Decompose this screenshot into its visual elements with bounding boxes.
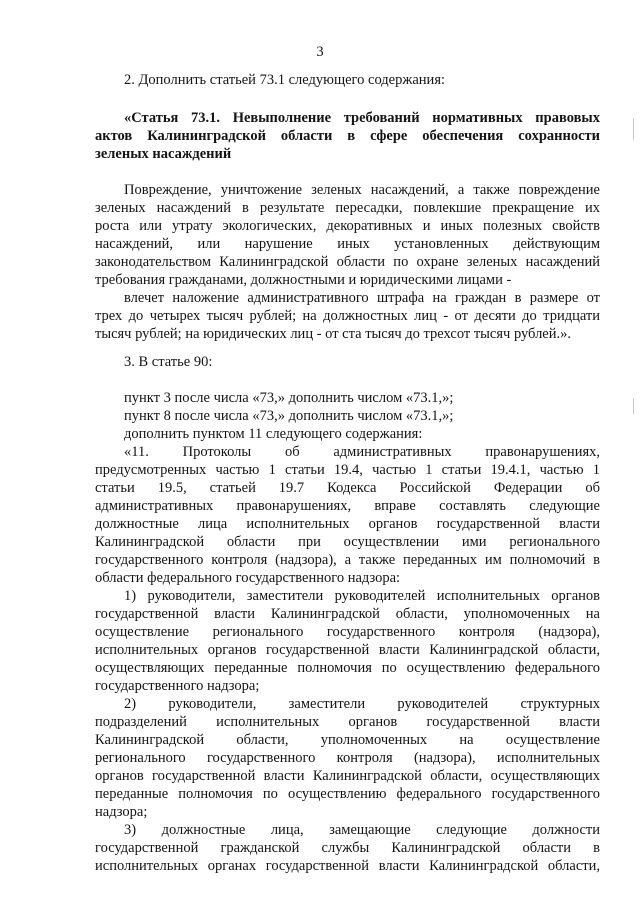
text-line: государственной гражданской службы Калининградской области в — [95, 840, 600, 856]
text-line: «11. Протоколы об административных правонарушениях, — [124, 444, 600, 460]
text-line: осуществление регионального государственного контроля (надзора), — [95, 624, 600, 640]
text-line: Повреждение, уничтожение зеленых насаждений, а также повреждение — [124, 182, 600, 198]
text-line: 3. В статье 90: — [124, 354, 213, 370]
text-line: 1) руководители, заместители руководителей исполнительных органов — [124, 588, 600, 604]
article-heading-line: зеленых насаждений — [95, 146, 232, 162]
text-line: подразделений исполнительных органов государственной власти — [95, 714, 600, 730]
text-line: роста или утрату экологических, декоративных и иных полезных свойств — [95, 218, 600, 234]
text-line: дополнить пунктом 11 следующего содержания: — [124, 426, 423, 442]
text-line: требования гражданами, должностными и юридическими лицами - — [95, 272, 512, 288]
text-line: зеленых насаждений в результате пересадки, повлекшие прекращение их — [95, 200, 600, 216]
text-line: органов государственной власти Калининградской области, осуществляющих — [95, 768, 600, 784]
text-line: исполнительных органах государственной власти Калининградской области, — [95, 858, 600, 874]
text-line: исполнительных органов государственной власти Калининградской области, — [95, 642, 600, 658]
text-line: осуществляющих переданные полномочия по осуществлению федерального — [95, 660, 600, 676]
text-line: административных правонарушениях, вправе составлять следующие — [95, 498, 600, 514]
text-line: пункт 8 после числа «73,» дополнить числом «73.1,»; — [124, 408, 454, 424]
text-line: надзора; — [95, 804, 148, 820]
text-line: регионального государственного контроля (надзора), исполнительных — [95, 750, 600, 766]
text-line: государственного контроля (надзора), а также переданных им полномочий в — [95, 552, 600, 568]
scan-edge-mark — [633, 118, 634, 140]
text-line: предусмотренных частью 1 статьи 19.4, частью 1 статьи 19.4.1, частью 1 — [95, 462, 600, 478]
page-number: 3 — [316, 44, 324, 60]
article-heading-line: актов Калининградской области в сфере обеспечения сохранности — [95, 128, 600, 144]
text-line: пункт 3 после числа «73,» дополнить числом «73.1,»; — [124, 390, 454, 406]
text-line: трех до четырех тысяч рублей; на должностных лиц - от десяти до тридцати — [95, 308, 600, 324]
text-line: влечет наложение административного штрафа на граждан в размере от — [124, 290, 600, 306]
text-line: 2. Дополнить статьей 73.1 следующего содержания: — [124, 72, 446, 88]
text-line: насаждений, или нарушение иных установленных действующим — [95, 236, 600, 252]
scan-edge-mark — [633, 398, 634, 414]
text-line: тысяч рублей; на юридических лиц - от ста тысяч до трехсот тысяч рублей.». — [95, 326, 572, 342]
article-heading-line: «Статья 73.1. Невыполнение требований нормативных правовых — [124, 110, 600, 126]
text-line: государственного надзора; — [95, 678, 260, 694]
text-line: области федерального государственного надзора: — [95, 570, 401, 586]
text-line: Калининградской области при осуществлении ими регионального — [95, 534, 600, 550]
text-line: 3) должностные лица, замещающие следующие должности — [124, 822, 600, 838]
text-line: 2) руководители, заместители руководителей структурных — [124, 696, 600, 712]
text-line: законодательством Калининградской области по охране зеленых насаждений — [95, 254, 600, 270]
text-line: переданные полномочия по осуществлению федерального государственного — [95, 786, 600, 802]
text-line: статьи 19.5, статьей 19.7 Кодекса Российской Федерации об — [95, 480, 600, 496]
text-line: Калининградской области, уполномоченных на осуществление — [95, 732, 600, 748]
text-line: должностные лица исполнительных органов государственной власти — [95, 516, 600, 532]
text-line: государственной власти Калининградской области, уполномоченных на — [95, 606, 600, 622]
